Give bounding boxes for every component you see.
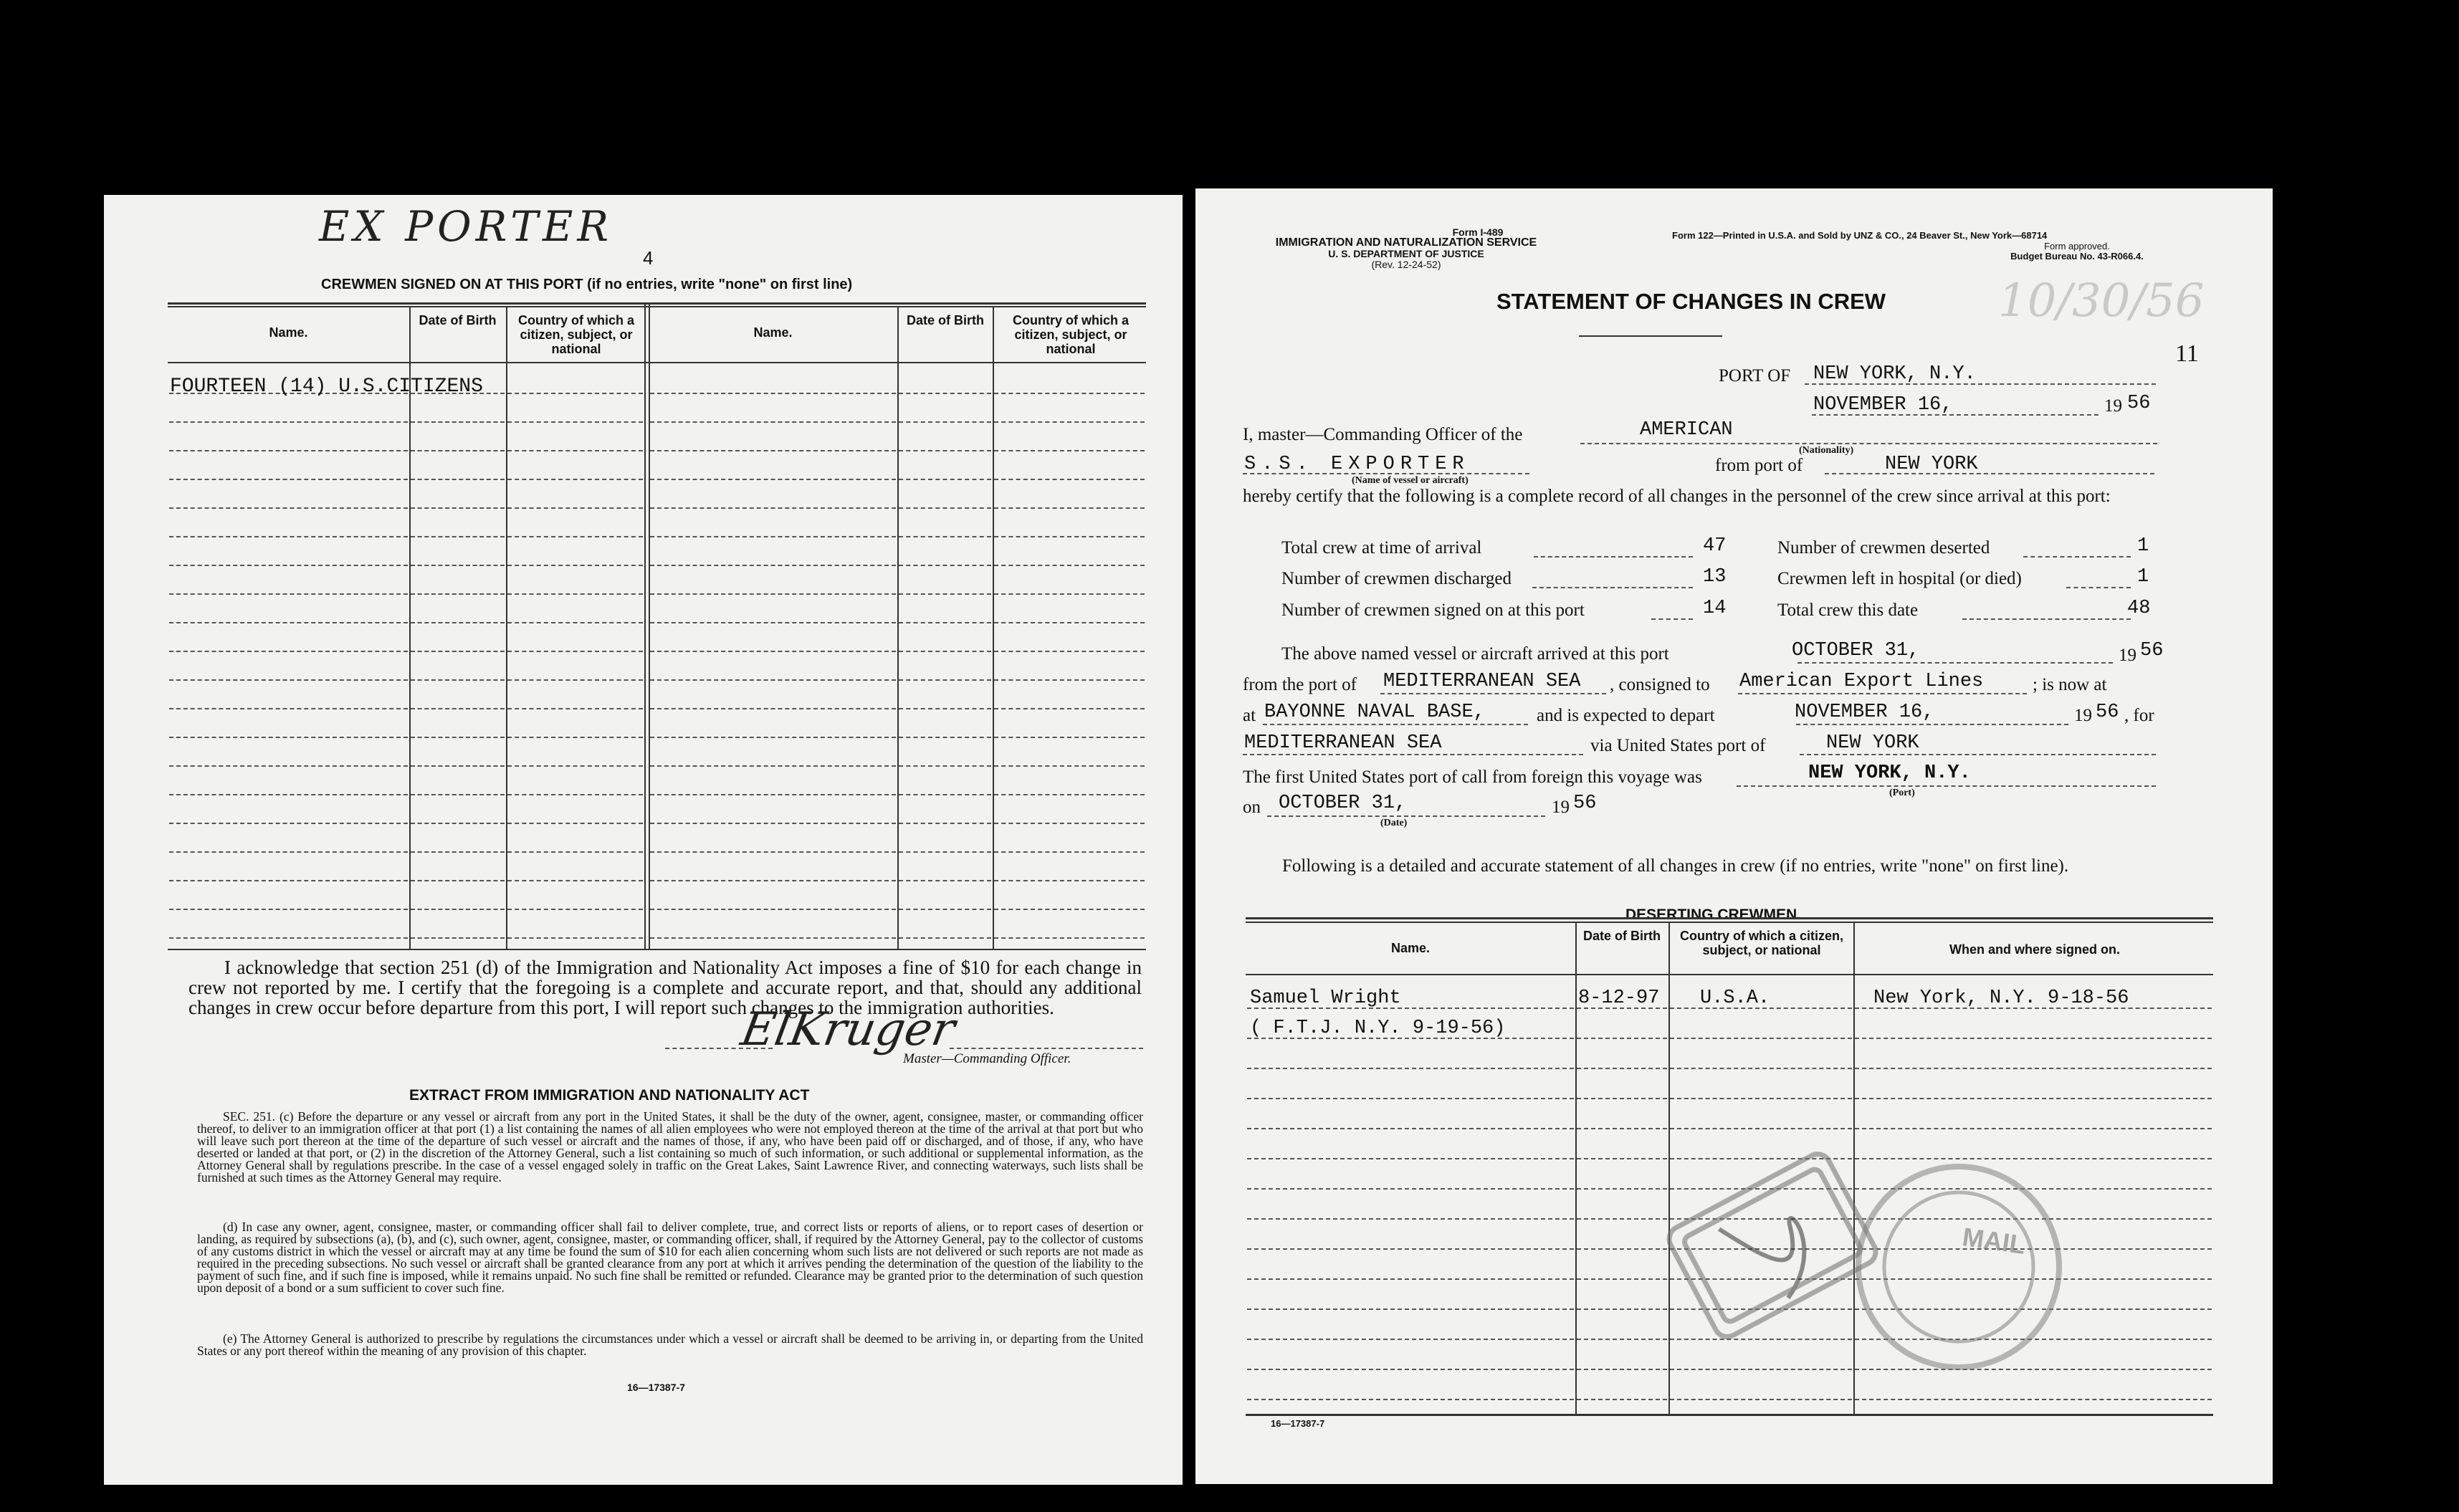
date-caption: (Date) [1380, 818, 1408, 828]
table-row-rule [1577, 1098, 1667, 1099]
stat-total-date-label: Total crew this date [1777, 601, 1919, 620]
table-row-rule [169, 708, 408, 709]
stat-total-arrival-label: Total crew at time of arrival [1281, 538, 1482, 558]
deserter-note: ( F.T.J. N.Y. 9-19-56) [1250, 1018, 1506, 1039]
mail-stamp [1844, 1152, 2073, 1382]
footer-code: 16—17387-7 [627, 1382, 685, 1393]
table-row-rule [899, 937, 991, 939]
consigned-text: , consigned to [1610, 675, 1710, 694]
table-row-rule [411, 851, 505, 853]
stat-discharged-label: Number of crewmen discharged [1281, 569, 1512, 588]
table-row-rule [169, 507, 408, 509]
table-row-rule [650, 421, 896, 423]
table-row-rule [507, 651, 643, 652]
table-row-rule [650, 536, 896, 537]
table-row-rule [650, 823, 896, 824]
table-row-rule [169, 536, 408, 537]
stat-signed-on-value: 14 [1703, 598, 1727, 619]
on-text: on [1243, 798, 1261, 817]
arrival-year-prefix: 19 [2119, 646, 2136, 665]
table-row-rule [899, 651, 991, 652]
from-port-value: NEW YORK [1885, 454, 1978, 475]
from-port-of-text: from the port of [1243, 675, 1357, 694]
table-row-rule [1247, 1068, 1574, 1069]
table-row-rule [650, 794, 896, 795]
table-row-rule [1670, 1068, 1852, 1069]
crewmen-signed-on-title: CREWMEN SIGNED ON AT THIS PORT (if no entries, write "none" on first line) [321, 277, 853, 292]
table-row-rule [1670, 1399, 1852, 1400]
col-header-country: Country of which a citizen, subject, or national [518, 313, 634, 356]
budget-bureau: Budget Bureau No. 43-R066.4. [2010, 251, 2144, 262]
table-row-rule [650, 765, 896, 767]
arrival-year: 56 [2140, 640, 2164, 661]
table-row-rule [169, 823, 408, 824]
stat-deserted-label: Number of crewmen deserted [1777, 538, 1990, 558]
table-row-rule [1855, 1068, 2212, 1069]
table-row-rule [994, 651, 1145, 652]
consignee: American Export Lines [1739, 671, 1984, 692]
table-row-rule [899, 421, 991, 423]
table-row-rule [507, 622, 643, 623]
col-header-name: Name. [269, 325, 308, 340]
deserting-col-country: Country of which a citizen, subject, or national [1679, 929, 1843, 957]
table-row-rule [411, 794, 505, 795]
table-row-rule [994, 937, 1145, 939]
table-row-rule [650, 708, 896, 709]
table-row-rule [994, 737, 1145, 738]
table-row-rule [1247, 1369, 1574, 1370]
destination: MEDITERRANEAN SEA [1244, 732, 1442, 754]
table-row-rule [507, 794, 643, 795]
table-row-rule [899, 823, 991, 824]
table-row-rule [1577, 1068, 1667, 1069]
vessel-nationality: AMERICAN [1640, 419, 1733, 441]
table-row-rule [411, 880, 505, 881]
table-row-rule [650, 593, 896, 595]
table-row-rule [650, 507, 896, 509]
master-signature: ElKruger [737, 1003, 959, 1056]
table-row-rule [1670, 1098, 1852, 1099]
table-row-rule [507, 708, 643, 709]
table-row-rule [1247, 1098, 1574, 1099]
first-port-text: The first United States port of call from foreign this voyage was [1243, 767, 1702, 787]
table-row-rule [507, 393, 643, 394]
crew-entry: FOURTEEN (14) U.S.CITIZENS [170, 375, 483, 398]
stat-discharged-value: 13 [1703, 566, 1727, 588]
table-row-rule [899, 507, 991, 509]
handwritten-ship-name: EX PORTER [319, 202, 613, 251]
table-row-rule [994, 851, 1145, 853]
stat-deserted-value: 1 [2137, 535, 2149, 557]
depart-year-prefix: 19 [2074, 706, 2092, 725]
table-row-rule [650, 880, 896, 881]
table-row-rule [169, 479, 408, 480]
following-text: Following is a detailed and accurate statement of all changes in crew (if no entries, write "none" on first line). [1282, 856, 2069, 876]
extract-section-d: (d) In case any owner, agent, consignee, master, or commanding officer shall fail to deliver complete, true, and correct lists or reports of aliens, or to report cases of desertion or landing, as required by subsections (a), (b), and (c), such owner, agent, consignee, master, or commanding officer, shall, if required by the Attorney General, pay to the collector of customs of any customs district in which the vessel or aircraft may at any time be found the sum of $10 for each alien concerning whom such lists are not delivered or such reports are not made as required in the preceding subsections. No such vessel or aircraft shall be granted clearance from any port at which it arrives pending the determination of the question of the liability to the payment of such fine, and if such fine is imposed, while it remains unpaid. No such fine shall be remitted or refunded. Clearance may be granted prior to the determination of such question upon deposit of a bond or a sum sufficient to cover such fine. [197, 1220, 1143, 1295]
table-row-rule [411, 909, 505, 910]
table-row-rule [994, 393, 1145, 394]
deserter-name: Samuel Wright [1250, 987, 1401, 1009]
arrival-date: OCTOBER 31, [1792, 640, 1920, 661]
current-location: BAYONNE NAVAL BASE, [1264, 702, 1485, 723]
table-row-rule [169, 880, 408, 881]
table-row-rule [169, 622, 408, 623]
stat-signed-on-label: Number of crewmen signed on at this port [1281, 601, 1585, 620]
master-text: I, master—Commanding Officer of the [1243, 425, 1523, 444]
deserter-signed-on: New York, N.Y. 9-18-56 [1873, 987, 2129, 1009]
table-row-rule [411, 622, 505, 623]
agency-name: IMMIGRATION AND NATURALIZATION SERVICE [1275, 236, 1537, 249]
acknowledgement-text: I acknowledge that section 251 (d) of the Immigration and Nationality Act imposes a fine of $10 for each change in crew not reported by me. I certify that the foregoing is a complete and accurate report, and that, should any additional changes in crew occur before departure from this port, I will report such changes to the immigration authorities. [188, 957, 1142, 1018]
table-row-rule [507, 450, 643, 451]
page-number: 4 [643, 247, 654, 269]
port-caption: (Port) [1889, 788, 1915, 798]
table-row-rule [507, 679, 643, 681]
table-row-rule [994, 679, 1145, 681]
table-row-rule [899, 450, 991, 451]
table-row-rule [507, 851, 643, 853]
footer-code-right: 16—17387-7 [1271, 1418, 1325, 1429]
table-row-rule [1247, 1188, 1574, 1190]
extract-section-c: SEC. 251. (c) Before the departure or any vessel or aircraft from any port in the United States, it shall be the duty of the owner, agent, consignee, master, or commanding officer thereof, to deliver to an immigration officer at that port (1) a list containing the names of all alien employees who were not employed thereon at the time of the arrival at that port but who will leave such port thereon at the time of the departure of such vessel or aircraft and the names of those, if any, who have been paid off or discharged, and of those, if any, who have deserted or landed at that port, or (2) in the discretion of the Attorney General, such a list containing so much of such information, or such additional or supplemental information, as the Attorney General shall by regulations prescribe. In the case of a vessel engaged solely in traffic on the Great Lakes, Saint Lawrence River, and connecting waterways, such lists shall be furnished at such times as the Attorney General may require. [197, 1109, 1143, 1185]
deserting-col-name: Name. [1390, 941, 1431, 955]
table-row-rule [650, 737, 896, 738]
table-row-rule [994, 421, 1145, 423]
is-now-at-text: ; is now at [2033, 675, 2107, 694]
stat-hospital-value: 1 [2137, 566, 2149, 588]
table-row-rule [507, 937, 643, 939]
table-row-rule [899, 737, 991, 738]
table-row-rule [994, 823, 1145, 824]
table-row-rule [994, 536, 1145, 537]
table-row-rule [411, 708, 505, 709]
table-row-rule [507, 479, 643, 480]
table-row-rule [650, 909, 896, 910]
via-port: NEW YORK [1826, 732, 1919, 754]
table-row-rule [899, 909, 991, 910]
col-header-dob-2: Date of Birth [907, 313, 984, 327]
extract-title: EXTRACT FROM IMMIGRATION AND NATIONALITY ACT [409, 1087, 810, 1104]
table-row-rule [1855, 1098, 2212, 1099]
left-page [104, 195, 1183, 1485]
table-row-rule [169, 737, 408, 738]
table-row-rule [411, 507, 505, 509]
table-row-rule [650, 393, 896, 394]
table-row-rule [650, 679, 896, 681]
table-row-rule [650, 622, 896, 623]
departure-year: 56 [2096, 702, 2119, 723]
table-row-rule [169, 421, 408, 423]
table-row-rule [899, 479, 991, 480]
table-row-rule [1577, 1399, 1667, 1400]
table-row-rule [169, 937, 408, 939]
vessel-name: S.S. EXPORTER [1244, 454, 1470, 475]
arrived-text: The above named vessel or aircraft arrived at this port [1281, 644, 1669, 664]
for-text: , for [2124, 706, 2154, 725]
table-row-rule [169, 851, 408, 853]
table-row-rule [169, 794, 408, 795]
table-row-rule [650, 479, 896, 480]
table-row-rule [899, 794, 991, 795]
table-row-rule [650, 651, 896, 652]
certify-text: hereby certify that the following is a complete record of all changes in the personnel of the crew since arrival at this port: [1243, 487, 2111, 506]
mail-stamp-text: MAIL [1960, 1222, 2028, 1260]
table-row-rule [899, 565, 991, 566]
table-row-rule [411, 679, 505, 681]
deserter-dob: 8-12-97 [1578, 987, 1660, 1009]
table-row-rule [411, 565, 505, 566]
via-text: via United States port of [1590, 736, 1766, 755]
table-row-rule [994, 880, 1145, 881]
table-row-rule [994, 765, 1145, 767]
table-row-rule [507, 823, 643, 824]
table-row-rule [650, 450, 896, 451]
form-revision: (Rev. 12-24-52) [1371, 259, 1441, 270]
table-row-rule [507, 565, 643, 566]
deserting-title: DESERTING CREWMEN. [1625, 906, 1802, 923]
table-row-rule [411, 737, 505, 738]
depart-text: and is expected to depart [1537, 706, 1715, 725]
table-row-rule [1247, 1158, 1574, 1159]
table-row-rule [507, 765, 643, 767]
table-row-rule [507, 737, 643, 738]
table-row-rule [899, 851, 991, 853]
table-row-rule [411, 651, 505, 652]
table-row-rule [899, 593, 991, 595]
table-row-rule [507, 909, 643, 910]
table-row-rule [899, 765, 991, 767]
first-port-year-prefix: 19 [1552, 798, 1570, 817]
table-row-rule [411, 450, 505, 451]
statement-date: NOVEMBER 16, [1813, 394, 1953, 416]
table-row-rule [411, 593, 505, 595]
vessel-caption: (Name of vessel or aircraft) [1352, 475, 1469, 486]
table-row-rule [899, 708, 991, 709]
stat-hospital-label: Crewmen left in hospital (or died) [1777, 569, 2022, 588]
col-header-country-2: Country of which a citizen, subject, or national [1013, 313, 1129, 356]
table-row-rule [411, 765, 505, 767]
table-row-rule [994, 909, 1145, 910]
port-label: PORT OF [1719, 366, 1791, 386]
form-title: STATEMENT OF CHANGES IN CREW [1496, 289, 1886, 314]
table-row-rule [994, 479, 1145, 480]
table-row-rule [169, 909, 408, 910]
table-row-rule [169, 593, 408, 595]
table-row-rule [650, 851, 896, 853]
table-row-rule [1247, 1218, 1574, 1220]
table-row-rule [1670, 1038, 1852, 1039]
table-row-rule [899, 536, 991, 537]
first-port-date: OCTOBER 31, [1279, 793, 1407, 814]
from-port-label: from port of [1715, 456, 1803, 475]
extract-section-e: (e) The Attorney General is authorized to prescribe by regulations the circumstances under which a vessel or aircraft shall be deemed to be arriving in, or departing from the United States or any port thereof within the meaning of any provision of this chapter. [197, 1331, 1143, 1358]
printer-line: Form 122—Printed in U.S.A. and Sold by UNZ & CO., 24 Beaver St., New York—68714 [1672, 230, 2048, 241]
table-row-rule [169, 565, 408, 566]
table-row-rule [411, 937, 505, 939]
nationality-caption: (Nationality) [1799, 445, 1854, 456]
department-name: U. S. DEPARTMENT OF JUSTICE [1328, 248, 1484, 259]
table-row-rule [899, 880, 991, 881]
table-row-rule [169, 679, 408, 681]
deserting-col-signed-on: When and where signed on. [1949, 942, 2121, 957]
first-port-year: 56 [1573, 793, 1597, 814]
table-row-rule [899, 393, 991, 394]
table-row-rule [169, 450, 408, 451]
origin-port: MEDITERRANEAN SEA [1383, 671, 1581, 692]
table-row-rule [994, 450, 1145, 451]
table-row-rule [1577, 1038, 1667, 1039]
table-row-rule [1855, 1399, 2212, 1400]
table-row-rule [1247, 1128, 1574, 1129]
table-row-rule [899, 622, 991, 623]
table-row-rule [411, 479, 505, 480]
table-row-rule [994, 565, 1145, 566]
table-row-rule [169, 765, 408, 767]
table-row-rule [507, 593, 643, 595]
year-prefix: 19 [2104, 396, 2122, 416]
table-row-rule [411, 536, 505, 537]
deserter-country: U.S.A. [1700, 987, 1770, 1009]
table-row-rule [994, 794, 1145, 795]
form-approved: Form approved. [2044, 241, 2110, 252]
table-row-rule [1247, 1248, 1574, 1250]
signature-caption: Master—Commanding Officer. [903, 1051, 1071, 1066]
table-row-rule [507, 880, 643, 881]
table-row-rule [1247, 1399, 1574, 1400]
first-port-value: NEW YORK, N.Y. [1808, 762, 1971, 784]
departure-date: NOVEMBER 16, [1795, 702, 1934, 723]
col-header-name-2: Name. [753, 325, 793, 340]
table-row-rule [994, 622, 1145, 623]
page-number-right: 11 [2175, 340, 2199, 367]
table-row-rule [411, 421, 505, 423]
table-row-rule [507, 507, 643, 509]
stat-total-date-value: 48 [2127, 598, 2151, 619]
table-row-rule [899, 679, 991, 681]
port-value: NEW YORK, N.Y. [1813, 363, 1976, 385]
table-row-rule [1855, 1128, 2212, 1129]
handwritten-date: 10/30/56 [1998, 274, 2205, 327]
table-row-rule [1247, 1339, 1574, 1340]
table-row-rule [1247, 1278, 1574, 1280]
table-row-rule [994, 507, 1145, 509]
at-text: at [1243, 706, 1256, 725]
col-header-dob: Date of Birth [419, 313, 497, 327]
table-row-rule [994, 708, 1145, 709]
statement-year: 56 [2127, 393, 2151, 414]
table-row-rule [650, 937, 896, 939]
right-page [1195, 188, 2273, 1484]
table-row-rule [650, 565, 896, 566]
stat-total-arrival-value: 47 [1703, 535, 1727, 557]
table-row-rule [507, 421, 643, 423]
table-row-rule [994, 593, 1145, 595]
table-row-rule [411, 823, 505, 824]
table-row-rule [507, 536, 643, 537]
table-row-rule [1247, 1308, 1574, 1310]
table-row-rule [1855, 1038, 2212, 1039]
form-number: Form I-489 [1452, 226, 1504, 238]
table-row-rule [169, 651, 408, 652]
deserting-col-dob: Date of Birth [1583, 929, 1661, 943]
